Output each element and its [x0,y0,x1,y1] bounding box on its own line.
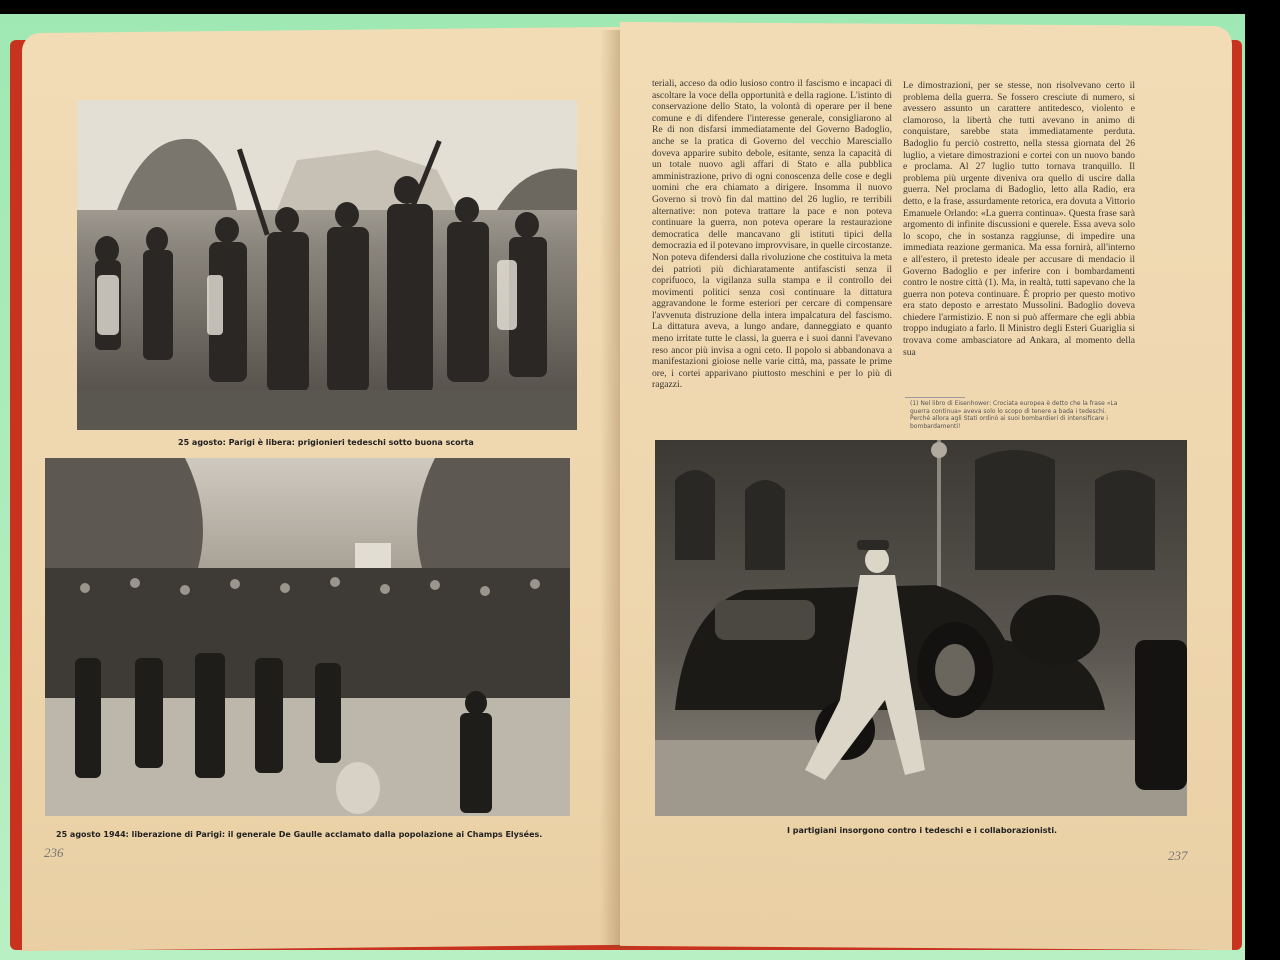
photo-partisans-insurrection [655,440,1187,816]
text-column-right [903,80,1135,395]
right-page-number: 237 [1168,848,1188,863]
photo-bottom-caption: 25 agosto 1944: liberazione di Parigi: il generale De Gaulle acclamato dalla popolazione ai Champs Elysées. [56,830,543,839]
photo-top-caption: 25 agosto: Parigi è libera: prigionieri tedeschi sotto buona scorta [178,438,474,447]
footnote: (1) Nel libro di Eisenhower: Crociata europea è detto che la frase «La guerra continua» aveva solo lo scopo di tenere a bada i tedeschi. Perché allora agli Stati ordinò ai suoi bombardieri di intensificare i bombardamenti! [910,400,1118,430]
right-black-border [1245,0,1280,960]
top-black-border [0,0,1280,14]
photo-right-caption: I partigiani insorgono contro i tedeschi e i collaborazionisti. [787,826,1058,835]
photo-paris-prisoners [77,100,577,430]
column-right-paragraph: Le dimostrazioni, per se stesse, non risolvevano certo il problema della guerra. Se fossero cresciute di numero, si avessero assunto un carattere antitedesco, violento e clamoroso, la libertà che tutti avevano in animo di conquistare, sarebbe stata immediatamente perduta. Badoglio fu perciò costretto, nella stessa giornata del 26 luglio, a vietare dimostrazioni e cortei con un nuovo bando e proclama. Al 27 luglio tutto tornava tranquillo. Il problema più urgente diveniva ora quello di uscire dalla guerra. Nel proclama di Badoglio, letto alla Radio, era detto, e la frase, assurdamente retorica, era dovuta a Vittorio Emanuele Orlando: «La guerra continua». Questa frase sarà argomento di infinite discussioni e querele. Essa aveva solo lo scopo, che in sostanza raggiunse, di impedire una immediata reazione germanica. Ma essa fornirà, all'interno e all'estero, il pretesto ideale per accusare di mendacio il Governo Badoglio e per inferire con i bombardamenti contro le nostre città (1). Ma, in realtà, tutti sapevano che la guerra non poteva continuare. È proprio per questo motivo era stato deposto e arrestato Mussolini. Badoglio doveva chiedere l'armistizio. E non si può affermare che egli abbia troppo indugiato a farlo. Il Ministro degli Esteri Guariglia si trovava come ambasciatore ad Ankara, al momento della sua [903,80,1135,358]
footnote-rule [905,397,965,398]
text-column-left [652,78,892,420]
column-left-paragraph: teriali, acceso da odio lusioso contro il fascismo e incapaci di ascoltare la voce della opportunità e della ragione. L'istinto di conservazione dello Stato, la volontà di operare per il bene comune e di difendere l'interesse generale, consigliarono al Re di non disfarsi immediatamente del Governo Badoglio, anche se la pratica di Governo del vecchio Maresciallo doveva apparire subito debole, esitante, senza la capacità di un totale nuovo agli affari di Stato e alla pubblica amministrazione, privo di ogni conoscenza delle cose e degli uomini che era chiamato a dirigere. Insomma il nuovo Governo si trovò fin dal mattino del 26 luglio, re terribili alternative: non poteva trattare la pace e non poteva continuare la guerra, non poteva operare la restaurazione democratica delle mancavano gli istituti tipici della democrazia ed il potevano improvvisare, in quelle circostanze. Non poteva difendersi dalla rivoluzione che costituiva la meta dei patrioti più dichiaratamente antifascisti senza il coprifuoco, la vigilanza sulla stampa e il controllo dei movimenti politici senza così continuare la dittatura aggravandone le forme esteriori per cercare di compensare l'avvenuta distruzione della intera impalcatura del fascismo. La dittatura aveva, a lungo andare, danneggiato e quanto meno irritate tutte le classi, la guerra e i suoi danni l'avevano reso ancor più invisa a ogni ceto. Il popolo si abbandonava a manifestazioni gioiose nelle varie città, ma, passate le prime ore, i cortei apparivano piuttosto meschini e per lo più di ragazzi. [652,78,892,391]
left-page-number: 236 [44,845,64,860]
photo-de-gaulle-champs-elysees [45,458,570,816]
